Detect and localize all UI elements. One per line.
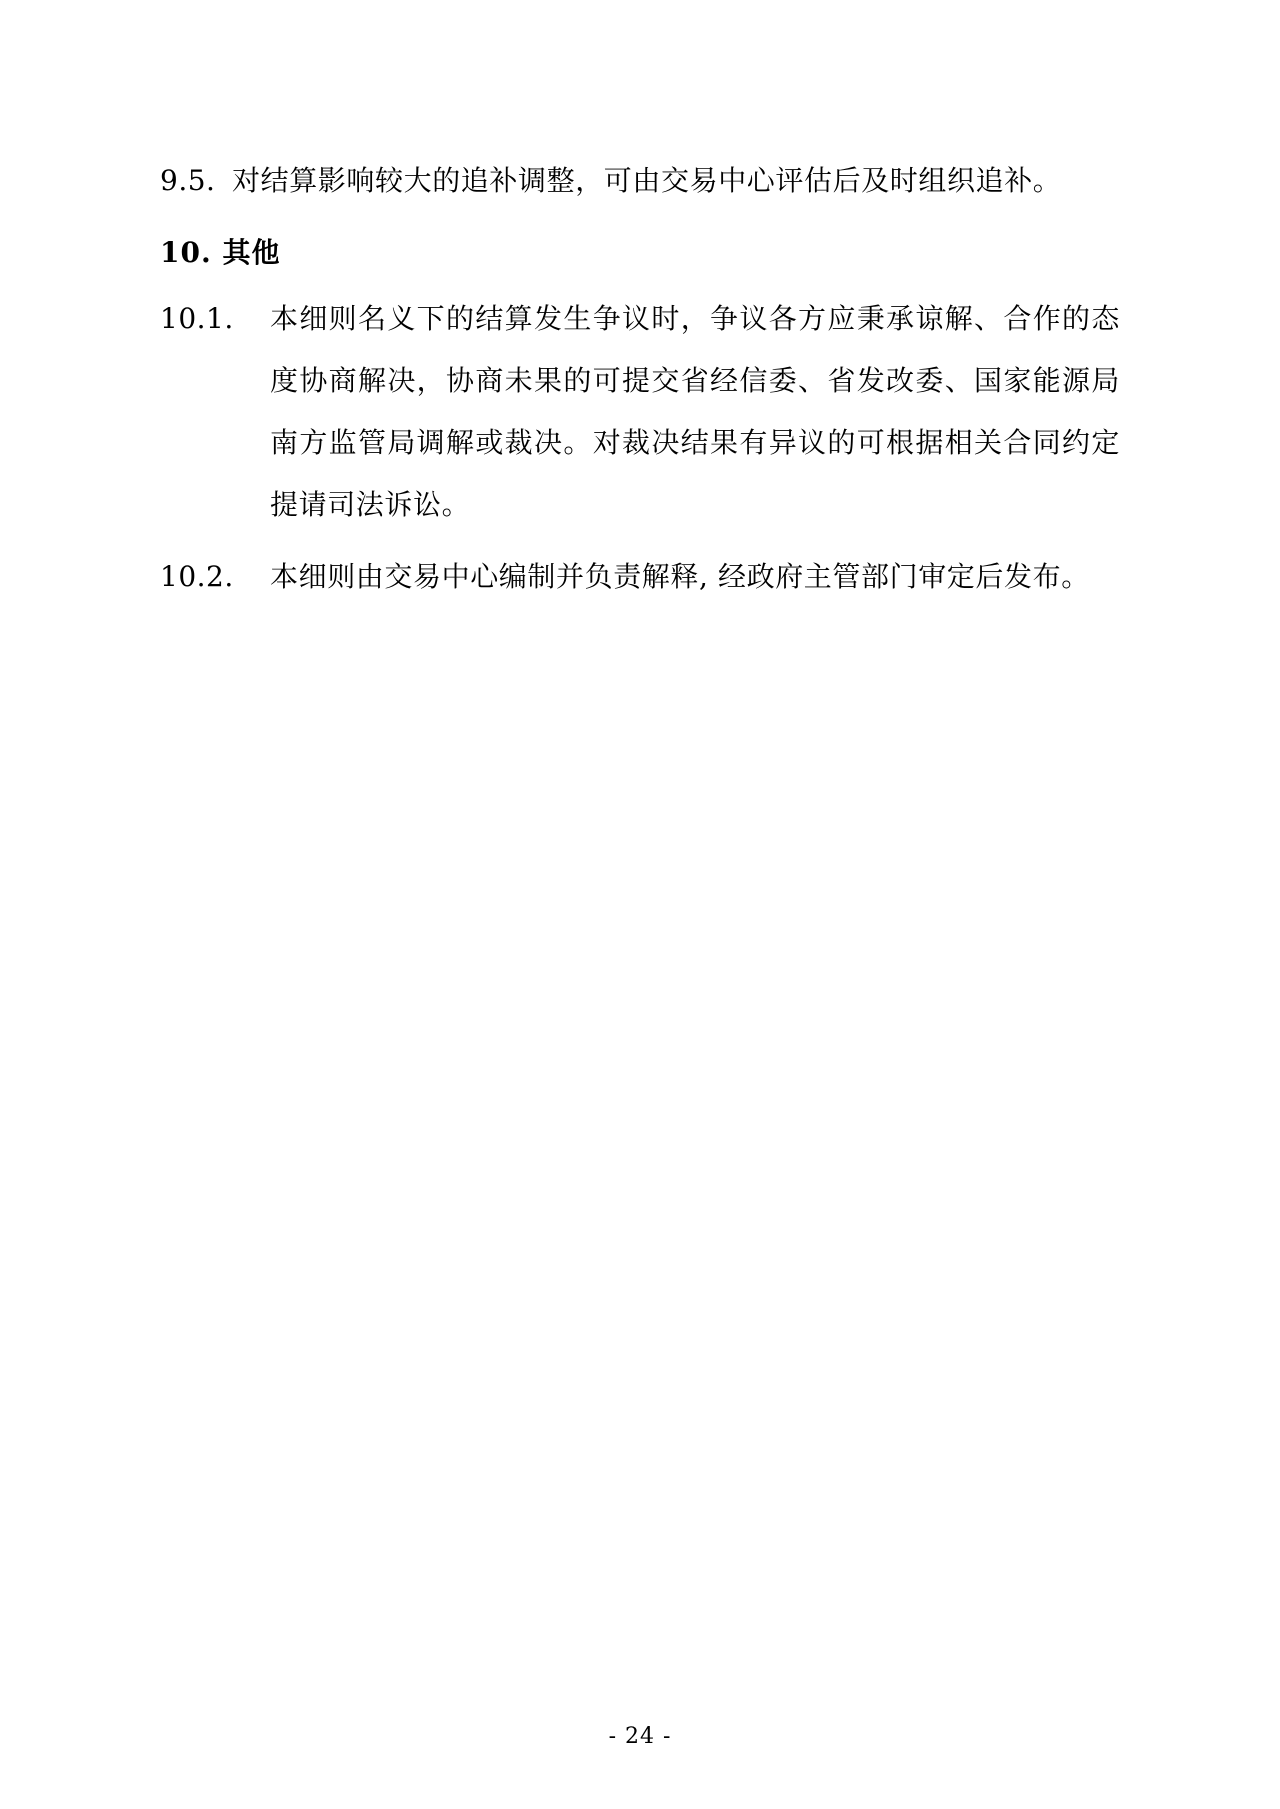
clause-text: 本细则名义下的结算发生争议时，争议各方应秉承谅解、合作的态度协商解决，协商未果的可提交省经信委、省发改委、国家能源局南方监管局调解或裁决。对裁决结果有异议的可根据相关合同约定提请司法诉讼。	[270, 302, 1120, 521]
clause-number: 10.1.	[160, 302, 234, 335]
clause-text: 对结算影响较大的追补调整，可由交易中心评估后及时组织追补。	[232, 164, 1062, 197]
clause-number: 10.2.	[160, 560, 234, 593]
section-heading-10: 10. 其他	[160, 236, 281, 269]
clause-number: 9.5.	[160, 164, 216, 197]
clause-10-1	[160, 288, 1120, 536]
clause-10-2	[160, 546, 1120, 608]
document-body	[160, 150, 1120, 608]
clause-9-5	[160, 150, 1120, 212]
clause-text: 本细则由交易中心编制并负责解释, 经政府主管部门审定后发布。	[270, 560, 1090, 593]
page-number: - 24 -	[608, 1724, 672, 1749]
